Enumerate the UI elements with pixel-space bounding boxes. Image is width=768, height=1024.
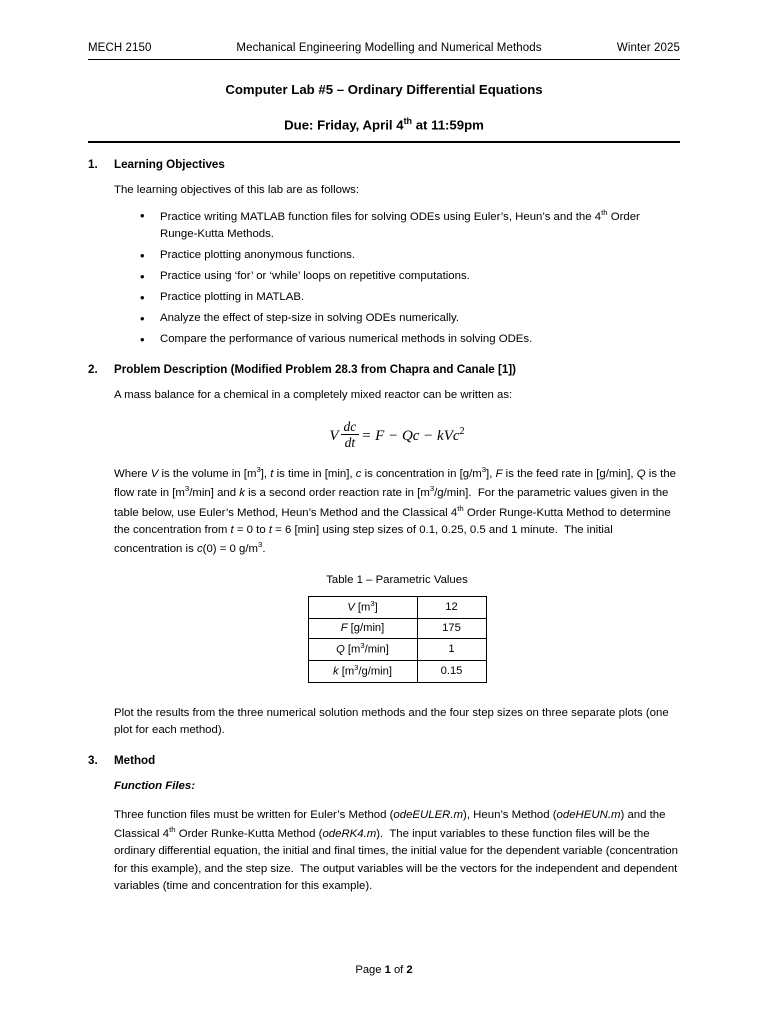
table-caption: Table 1 – Parametric Values bbox=[326, 574, 468, 587]
header-course-code: MECH 2150 bbox=[88, 42, 152, 54]
lab-title: Computer Lab #5 – Ordinary Differential Equations bbox=[225, 82, 543, 97]
table-row bbox=[308, 639, 486, 661]
table-cell-symbol: Q $[m^3/\min]$ bbox=[308, 639, 417, 661]
list-item: • Practice plotting in MATLAB. bbox=[160, 289, 680, 306]
section-2-number: 2. bbox=[88, 363, 98, 377]
due-date-ordinal: th bbox=[403, 116, 413, 126]
table-cell-symbol: k $[m^3/g/\min]$ bbox=[308, 660, 417, 682]
list-item: • Analyze the effect of step-size in solving ODEs numerically. bbox=[160, 310, 680, 327]
section-learning-objectives bbox=[88, 158, 680, 348]
list-item: • Practice using ‘for’ or ‘while’ loops on repetitive computations. bbox=[160, 268, 680, 285]
table-cell-value: 1 bbox=[417, 639, 486, 661]
list-item: • Practice plotting anonymous functions. bbox=[160, 247, 680, 264]
header-course-title: Mechanical Engineering Modelling and Numerical Methods bbox=[236, 42, 542, 54]
section-2-heading: Problem Description (Modified Problem 28.3 from Chapra and Canale [1]) bbox=[114, 363, 516, 377]
section-3-number: 3. bbox=[88, 754, 98, 768]
equation-rhs: = F − Qc − kVc bbox=[361, 427, 460, 444]
section-1-heading: Learning Objectives bbox=[114, 158, 225, 172]
table-cell-symbol: F [g/min] bbox=[308, 619, 417, 639]
footer-current-page: 1 bbox=[384, 964, 391, 976]
header-term: Winter 2025 bbox=[616, 42, 680, 54]
section-method bbox=[88, 754, 680, 895]
section-2-intro: A mass balance for a chemical in a completely mixed reactor can be written as: bbox=[114, 389, 513, 402]
page-footer bbox=[0, 964, 768, 976]
equation-fraction bbox=[341, 419, 360, 452]
table-row bbox=[308, 660, 486, 682]
section-1-intro: The learning objectives of this lab are as follows: bbox=[114, 184, 360, 197]
table-row bbox=[308, 597, 486, 619]
table-cell-value: 0.15 bbox=[417, 660, 486, 682]
due-date bbox=[88, 116, 680, 132]
list-item: • Compare the performance of various numerical methods in solving ODEs. bbox=[160, 331, 680, 348]
section-1-number: 1. bbox=[88, 158, 98, 172]
learning-objectives-list bbox=[114, 207, 680, 349]
due-date-suffix: at 11:59pm bbox=[412, 117, 484, 133]
document-title-block bbox=[88, 82, 680, 132]
equation-V: V bbox=[329, 427, 339, 444]
section-2-closing: Plot the results from the three numerical solution methods and the four step sizes on three separate plots (one plot for each method). bbox=[114, 706, 669, 737]
variable-definitions: Where V is the volume in $[m^3]$, t is time in [min], c is concentration in $[g/m^3]$, F is the feed rate in [g/min], Q is the flow rate in $[m^3/\min]$ and k is a second order reaction rate in $[m^3/g/\min]$. For the parametric values given in the table below, use Euler’s Method, Heun’s Method and the Classical 4th Order Runge-Kutta Method to determine the concentration from t = 0 to t = 6 [min] using step sizes of 0.1, 0.25, 0.5 and 1 minute. The initial concentration is c(0) = 0 $g/m^3$. bbox=[114, 465, 677, 555]
table-row bbox=[308, 619, 486, 639]
table-cell-value: 12 bbox=[417, 597, 486, 619]
equation-numerator: dc bbox=[341, 419, 360, 436]
mass-balance-equation bbox=[114, 420, 680, 453]
list-item: • Practice writing MATLAB function files for solving ODEs using Euler’s, Heun’s and the 4th Order Runge-Kutta Methods. bbox=[160, 207, 680, 243]
document-header bbox=[88, 42, 680, 60]
due-date-prefix: Due: Friday, April 4 bbox=[284, 117, 404, 133]
method-paragraph: Three function files must be written for Euler’s Method (odeEULER.m), Heun’s Method (odeHEUN.m) and the Classical 4th Order Runke-Kutta Method (odeRK4.m). The input variables to these function files will be the ordinary differential equation, the initial and final times, the initial value for the dependent variable (concentration for this example), and the step size. The output variables will be the vectors for the independent and dependent variables (time and concentration for this example). bbox=[114, 808, 678, 892]
function-files-subheading: Function Files: bbox=[114, 780, 195, 793]
equation-denominator: dt bbox=[344, 435, 356, 451]
table-cell-value: 175 bbox=[417, 619, 486, 639]
footer-total-pages: 2 bbox=[406, 964, 413, 976]
section-problem-description bbox=[88, 363, 680, 739]
equation-exponent: 2 bbox=[459, 425, 465, 437]
title-divider bbox=[88, 141, 680, 143]
parametric-values-table bbox=[308, 596, 487, 682]
table-cell-symbol: V $[m^3]$ bbox=[308, 597, 417, 619]
section-3-heading: Method bbox=[114, 754, 156, 768]
footer-prefix: Page bbox=[355, 964, 385, 976]
footer-middle: of bbox=[390, 964, 407, 976]
